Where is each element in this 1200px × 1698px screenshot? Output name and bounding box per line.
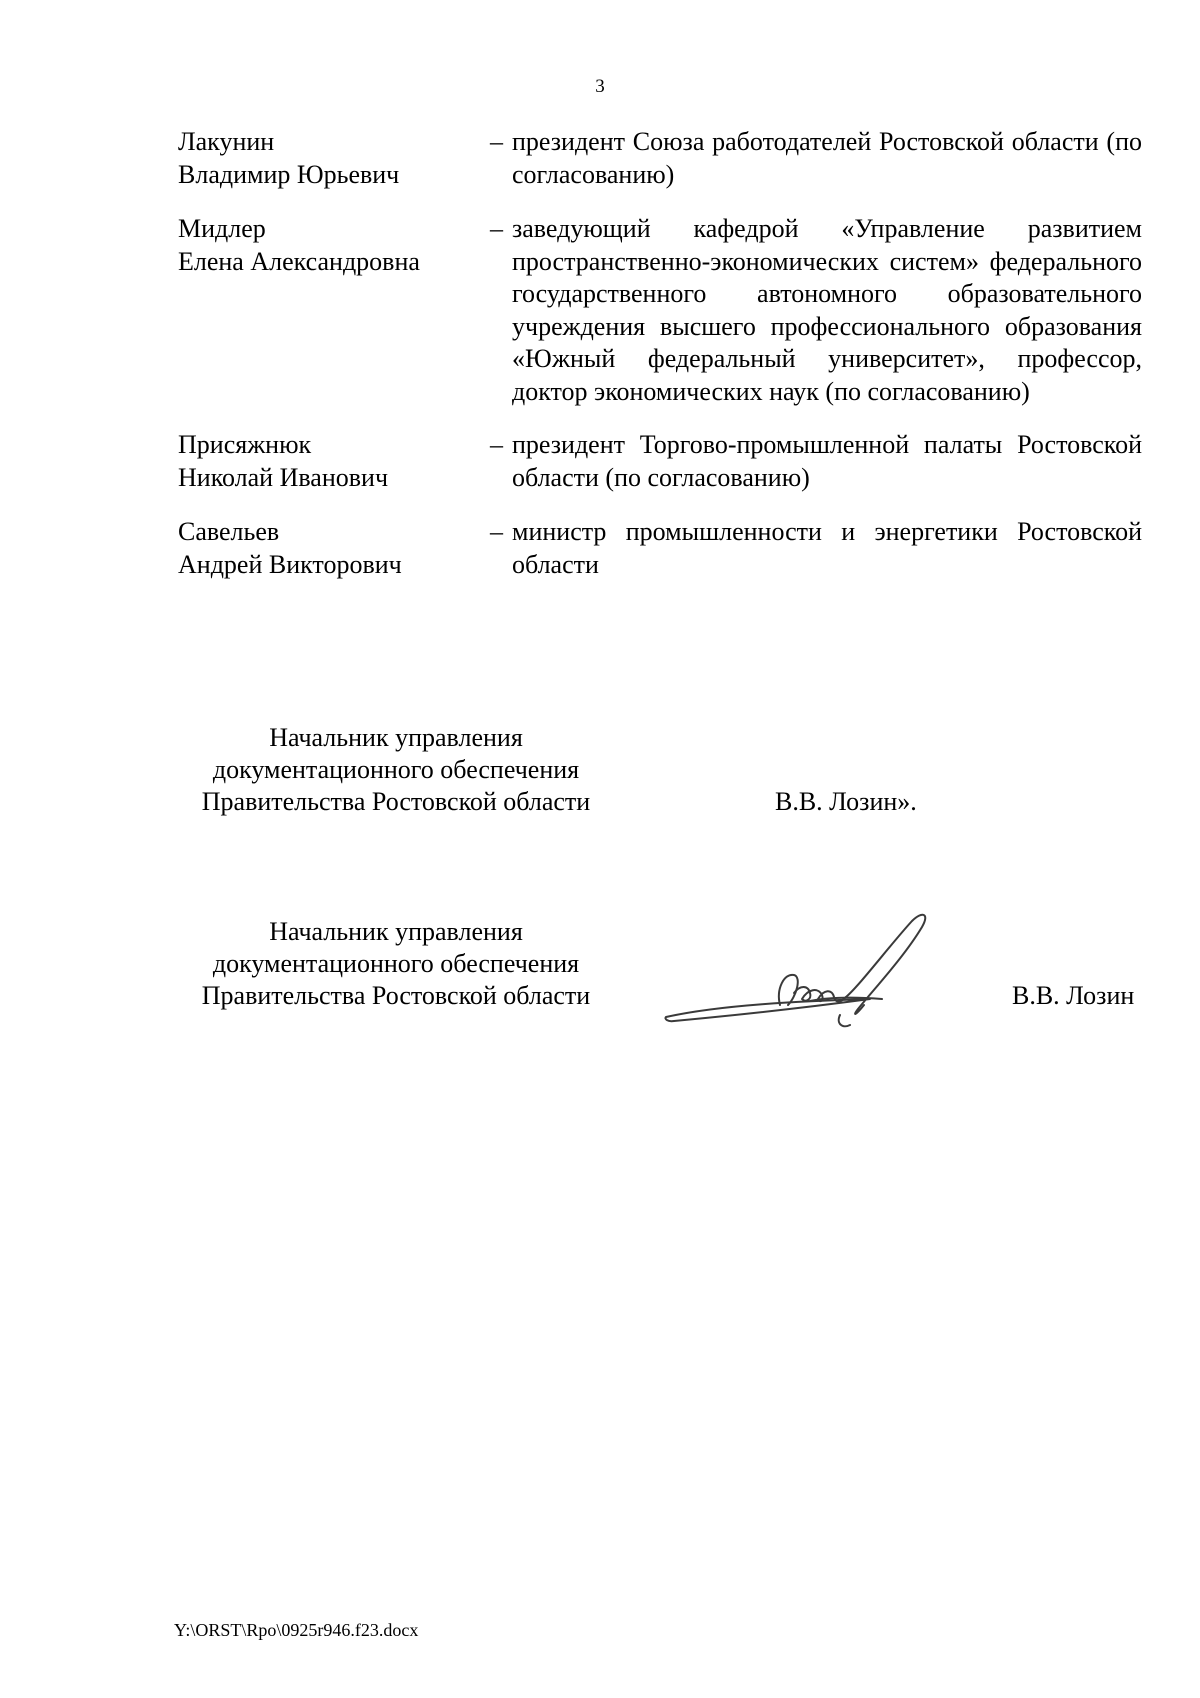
member-given-names: Андрей Викторович bbox=[178, 549, 402, 579]
signatory-title bbox=[166, 722, 626, 818]
member-row bbox=[178, 516, 1142, 581]
signatory-name: В.В. Лозин bbox=[1012, 981, 1135, 1010]
member-row bbox=[178, 213, 1142, 408]
member-given-names: Елена Александровна bbox=[178, 246, 420, 276]
member-dash: – bbox=[490, 214, 503, 243]
member-name bbox=[178, 126, 490, 191]
signatory-title-line: документационного обеспечения bbox=[212, 949, 580, 978]
member-role: президент Торгово-промышленной палаты Ростовской области (по согласованию) bbox=[512, 430, 1142, 492]
member-role: президент Союза работодателей Ростовской области (по согласованию) bbox=[512, 127, 1142, 189]
member-surname: Мидлер bbox=[178, 214, 266, 243]
handwritten-signature bbox=[660, 905, 950, 1035]
member-name bbox=[178, 429, 490, 494]
signatory-title bbox=[166, 916, 626, 1012]
member-surname: Лакунин bbox=[178, 127, 275, 156]
signatory-title-line: Начальник управления bbox=[269, 917, 523, 946]
member-row bbox=[178, 126, 1142, 191]
member-list bbox=[178, 126, 1142, 603]
member-name bbox=[178, 213, 490, 408]
signatory-title-line: Правительства Ростовской области bbox=[201, 981, 591, 1010]
signatory-name: В.В. Лозин». bbox=[775, 787, 917, 816]
member-dash: – bbox=[490, 430, 503, 459]
member-dash: – bbox=[490, 127, 503, 156]
member-surname: Савельев bbox=[178, 517, 280, 546]
member-row bbox=[178, 429, 1142, 494]
member-surname: Присяжнюк bbox=[178, 430, 312, 459]
member-role: заведующий кафедрой «Управление развитием пространственно-экономических систем» федерального государственного автономного образовательного учреждения высшего профессионального образования «Южный федеральный университет», профессор, доктор экономических наук (по согласованию) bbox=[512, 214, 1142, 406]
member-given-names: Николай Иванович bbox=[178, 462, 389, 492]
member-dash: – bbox=[490, 517, 503, 546]
member-name bbox=[178, 516, 490, 581]
file-path-footer: Y:\ORST\Rpo\0925r946.f23.docx bbox=[174, 1620, 419, 1640]
signatory-title-line: Правительства Ростовской области bbox=[201, 787, 591, 816]
member-given-names: Владимир Юрьевич bbox=[178, 159, 400, 189]
signatory-title-line: документационного обеспечения bbox=[212, 755, 580, 784]
member-role: министр промышленности и энергетики Ростовской области bbox=[512, 517, 1142, 579]
page-number: 3 bbox=[595, 76, 605, 97]
signatory-title-line: Начальник управления bbox=[269, 723, 523, 752]
